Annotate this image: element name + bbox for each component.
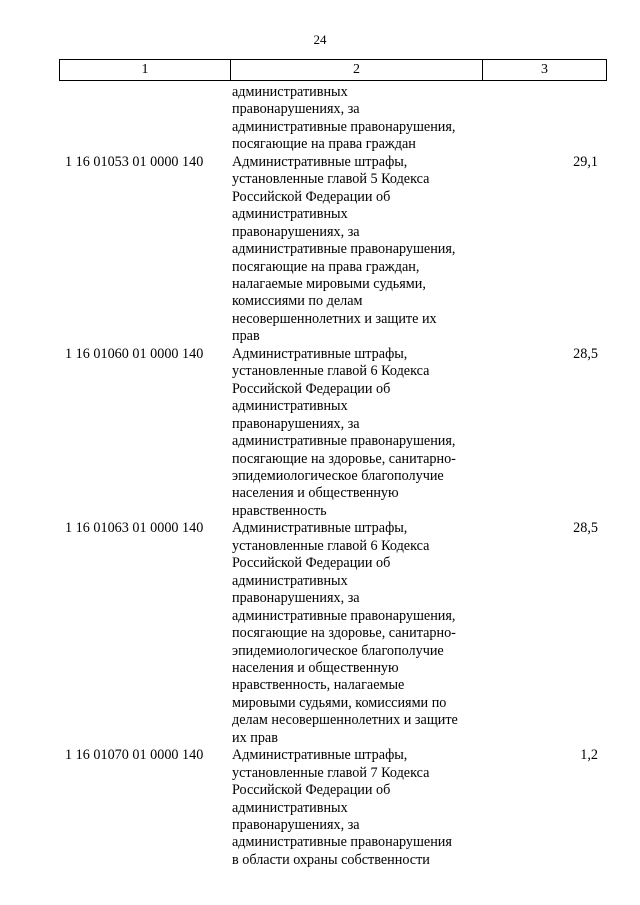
description-line: нравственность, налагаемые xyxy=(232,677,405,694)
description-line: административных xyxy=(232,398,348,415)
description-line: посягающие на права граждан xyxy=(232,136,416,153)
description-line: установленные главой 6 Кодекса xyxy=(232,537,430,554)
description-line: населения и общественную xyxy=(232,485,399,502)
description-line: Административные штрафы, xyxy=(232,153,408,170)
page-number: 24 xyxy=(313,32,327,47)
row-description xyxy=(229,346,480,521)
description-line: правонарушениях, за xyxy=(232,590,360,607)
description-line: административные правонарушения, xyxy=(232,607,456,624)
table-row xyxy=(59,154,603,346)
table-row xyxy=(59,747,603,869)
description-line: правонарушениях, за xyxy=(232,817,360,834)
description-line: административных xyxy=(232,84,348,100)
column-header-1: 1 xyxy=(60,60,231,81)
description-line: посягающие на здоровье, санитарно- xyxy=(232,450,456,467)
budget-code: 1 16 01070 01 0000 140 xyxy=(65,747,204,764)
description-line: Административные штрафы, xyxy=(232,520,408,537)
description-line: административные правонарушения, xyxy=(232,241,456,258)
description-line: административные правонарушения xyxy=(232,834,452,851)
row-description xyxy=(229,747,480,869)
row-description xyxy=(229,154,480,346)
amount-value: 1,2 xyxy=(580,747,598,764)
column-header-2: 2 xyxy=(231,60,483,81)
continuation-row xyxy=(59,84,603,154)
description-line: правонарушениях, за xyxy=(232,415,360,432)
description-line: правонарушениях, за xyxy=(232,101,360,118)
table-row xyxy=(59,520,603,747)
description-line: комиссиями по делам xyxy=(232,293,363,310)
description-line: административных xyxy=(232,799,348,816)
table-body xyxy=(59,84,603,869)
description-line: Российской Федерации об xyxy=(232,188,391,205)
description-line: Российской Федерации об xyxy=(232,782,391,799)
table-row xyxy=(59,346,603,521)
description-line: Российской Федерации об xyxy=(232,380,391,397)
description-line: административные правонарушения, xyxy=(232,118,456,135)
budget-code: 1 16 01063 01 0000 140 xyxy=(65,520,204,537)
continuation-description xyxy=(229,84,480,154)
description-line: их прав xyxy=(232,729,278,746)
budget-code: 1 16 01060 01 0000 140 xyxy=(65,345,204,362)
description-line: эпидемиологическое благополучие xyxy=(232,467,444,484)
description-line: Административные штрафы, xyxy=(232,747,408,764)
description-line: Административные штрафы, xyxy=(232,345,408,362)
description-line: установленные главой 7 Кодекса xyxy=(232,764,430,781)
amount-value: 28,5 xyxy=(573,345,598,362)
description-line: Российской Федерации об xyxy=(232,555,391,572)
description-line: налагаемые мировыми судьями, xyxy=(232,275,426,292)
budget-code: 1 16 01053 01 0000 140 xyxy=(65,153,204,170)
description-line: населения и общественную xyxy=(232,659,399,676)
column-header-table xyxy=(59,59,607,81)
description-line: установленные главой 5 Кодекса xyxy=(232,171,430,188)
description-line: нравственность xyxy=(232,502,327,519)
description-line: посягающие на здоровье, санитарно- xyxy=(232,625,456,642)
continuation-amount-cell xyxy=(480,84,603,154)
description-line: установленные главой 6 Кодекса xyxy=(232,363,430,380)
description-line: правонарушениях, за xyxy=(232,223,360,240)
description-line: прав xyxy=(232,328,260,345)
description-line: мировыми судьями, комиссиями по xyxy=(232,694,447,711)
description-line: делам несовершеннолетних и защите xyxy=(232,712,458,729)
description-line: эпидемиологическое благополучие xyxy=(232,642,444,659)
description-line: несовершеннолетних и защите их xyxy=(232,310,437,327)
description-line: административные правонарушения, xyxy=(232,433,456,450)
row-description xyxy=(229,520,480,747)
column-header-row xyxy=(60,60,607,81)
description-line: посягающие на права граждан, xyxy=(232,258,420,275)
description-line: административных xyxy=(232,206,348,223)
column-header-3: 3 xyxy=(483,60,607,81)
description-line: в области охраны собственности xyxy=(232,851,430,868)
description-line: административных xyxy=(232,572,348,589)
amount-value: 28,5 xyxy=(573,520,598,537)
continuation-code-cell xyxy=(59,84,229,154)
amount-value: 29,1 xyxy=(573,153,598,170)
